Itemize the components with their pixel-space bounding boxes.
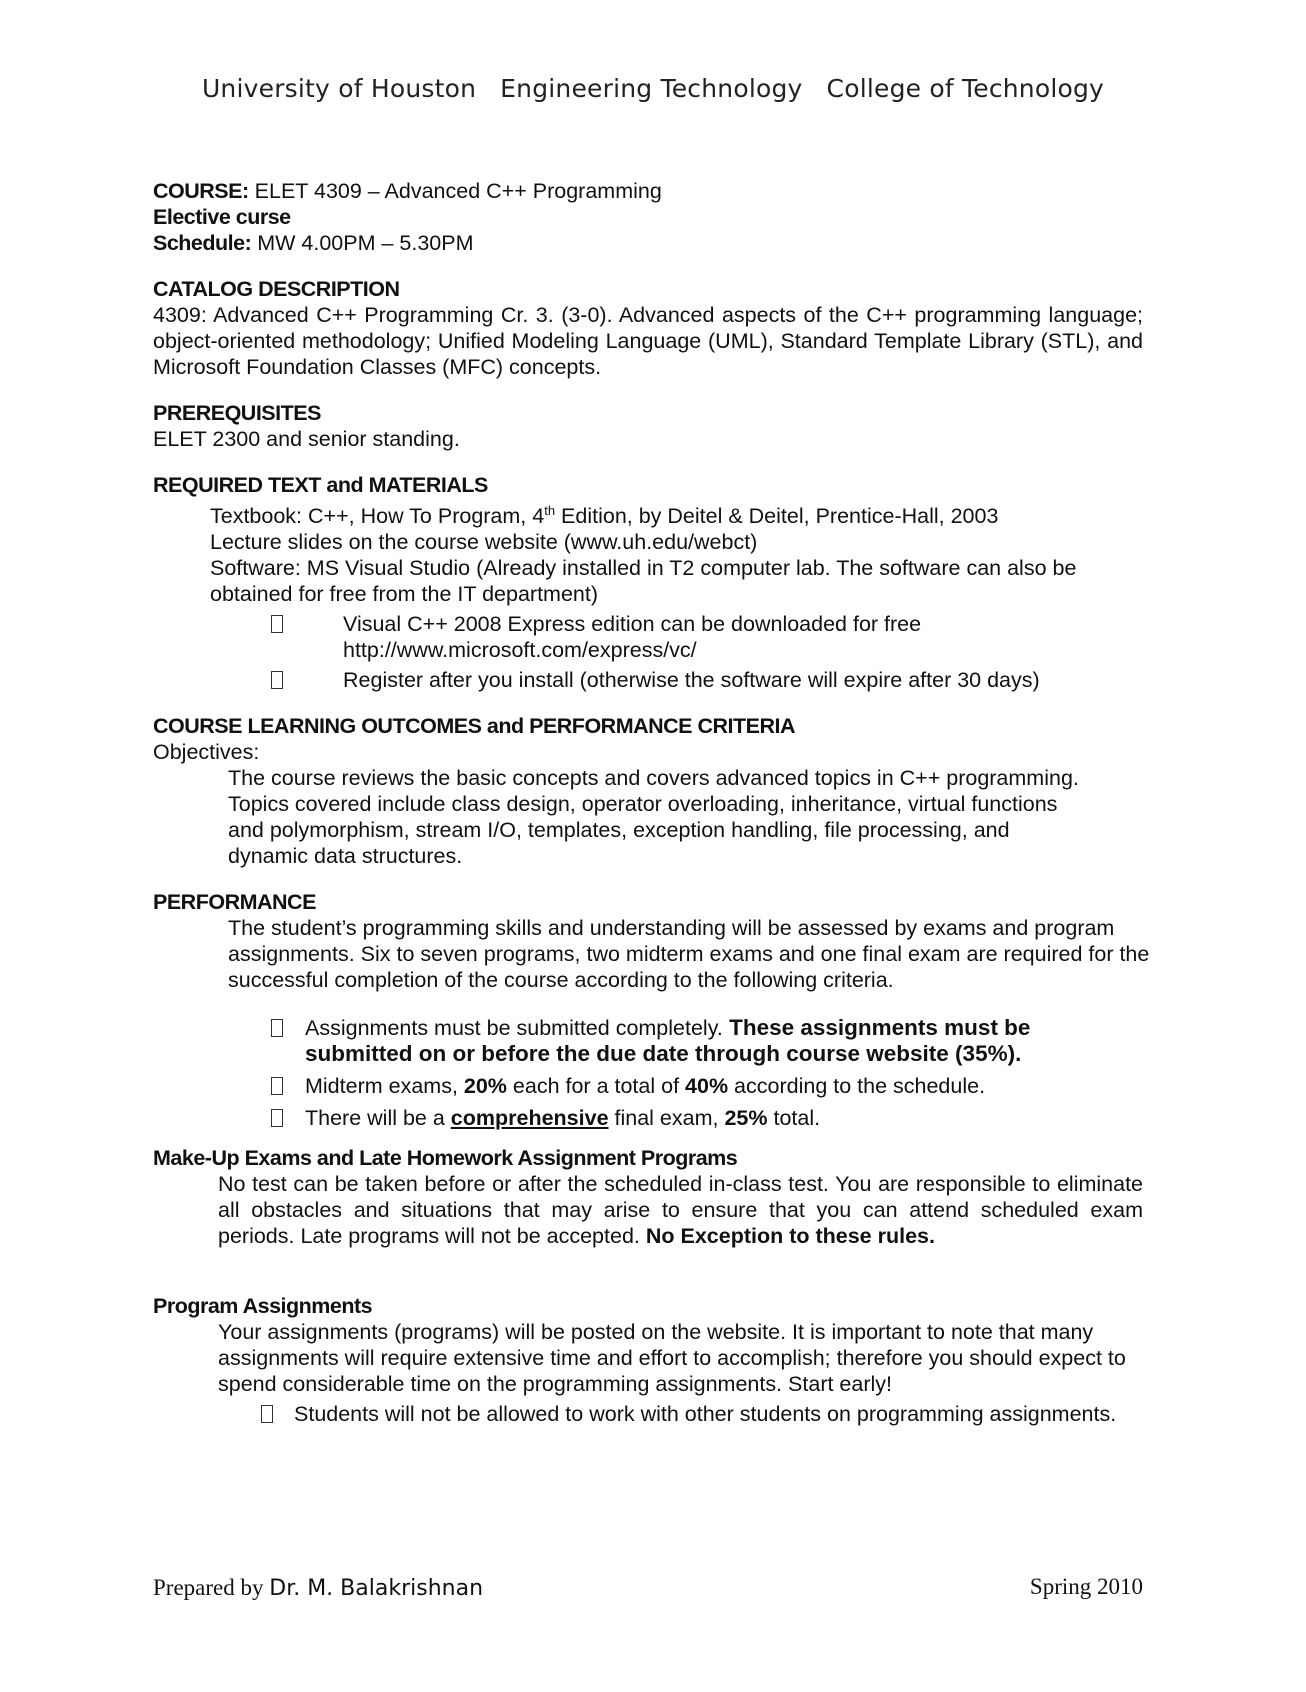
programs-section bbox=[153, 1293, 1143, 1427]
performance-text: The student’s programming skills and understanding will be assessed by exams and program assignments. Six to seven programs, two midterm exams and one final exam are required for the successful completion of the course according to the following criteria. bbox=[228, 916, 1150, 993]
page-footer bbox=[153, 1574, 1143, 1601]
programs-text: Your assignments (programs) will be posted on the website. It is important to note that many assignments will require extensive time and effort to accomplish; therefore you should expect to spend considerable time on the programming assignments. Start early! bbox=[218, 1320, 1126, 1397]
checkbox-bullet-icon bbox=[271, 1109, 283, 1127]
list-item: Students will not be allowed to work with other students on programming assignments. bbox=[153, 1401, 1143, 1427]
list-item: Register after you install (otherwise the software will expire after 30 days) bbox=[153, 667, 1143, 693]
course-value: ELET 4309 – Advanced C++ Programming bbox=[254, 179, 662, 203]
checkbox-bullet-icon bbox=[271, 671, 283, 689]
author-name: Dr. M. Balakrishnan bbox=[269, 1576, 484, 1601]
slides-line: Lecture slides on the course website (www.uh.edu/webct) bbox=[210, 530, 758, 555]
programs-bullets bbox=[153, 1401, 1143, 1427]
software-line: Software: MS Visual Studio (Already installed in T2 computer lab. The software can also be obtained for free from the IT department) bbox=[210, 556, 1077, 607]
download-url: http://www.microsoft.com/express/vc/ bbox=[343, 638, 697, 663]
list-item: Midterm exams, 20% each for a total of 40% according to the schedule. bbox=[153, 1073, 1143, 1099]
checkbox-bullet-icon bbox=[271, 615, 283, 633]
programs-heading: Program Assignments bbox=[153, 1294, 373, 1319]
performance-criteria bbox=[153, 1015, 1143, 1131]
schedule-label: Schedule: bbox=[153, 231, 252, 255]
outcomes-heading: COURSE LEARNING OUTCOMES and PERFORMANCE CRITERIA bbox=[153, 714, 796, 739]
checkbox-bullet-icon bbox=[271, 1077, 283, 1095]
outcomes-section bbox=[153, 713, 1143, 869]
objectives-label: Objectives: bbox=[153, 740, 260, 765]
software-bullets bbox=[153, 611, 1143, 693]
objectives-text: The course reviews the basic concepts and covers advanced topics in C++ programming. Topics covered include class design, operator overloading, inheritance, virtual functions and polymorphism, stream I/O, templates, exception handling, file processing, and dynamic data structures. bbox=[228, 766, 1079, 869]
prerequisites-section bbox=[153, 400, 1143, 452]
performance-heading: PERFORMANCE bbox=[153, 890, 316, 915]
catalog-heading: CATALOG DESCRIPTION bbox=[153, 277, 400, 301]
elective-note: Elective curse bbox=[153, 205, 291, 229]
textbook-line: Textbook: C++, How To Program, 4th Edition, by Deitel & Deitel, Prentice-Hall, 2003 bbox=[210, 503, 999, 529]
makeup-text: No test can be taken before or after the scheduled in-class test. You are responsible to eliminate all obstacles and situations that may arise to ensure that you can attend scheduled exam periods. Late programs will not be accepted. No Exception to these rules. bbox=[218, 1172, 1143, 1249]
header-university: University of Houston bbox=[201, 74, 477, 103]
list-item: There will be a comprehensive final exam, 25% total. bbox=[153, 1105, 1143, 1131]
term-label: Spring 2010 bbox=[1029, 1574, 1143, 1599]
page-header bbox=[0, 74, 1306, 103]
checkbox-bullet-icon bbox=[271, 1019, 283, 1037]
catalog-section bbox=[153, 276, 1143, 380]
performance-section bbox=[153, 889, 1150, 1131]
header-college: College of Technology bbox=[826, 74, 1105, 103]
catalog-text: 4309: Advanced C++ Programming Cr. 3. (3-0). Advanced aspects of the C++ programming language; object-oriented methodology; Unified Modeling Language (UML), Standard Template Library (STL), and Microsoft Foundation Classes (MFC) concepts. bbox=[153, 303, 1143, 379]
list-item: Visual C++ 2008 Express edition can be downloaded for free http://www.microsoft.com/express/vc/ bbox=[153, 611, 1143, 663]
materials-section bbox=[153, 472, 1143, 693]
schedule-value: MW 4.00PM – 5.30PM bbox=[257, 231, 474, 255]
course-label: COURSE: bbox=[153, 179, 249, 203]
course-info bbox=[153, 178, 1143, 256]
prerequisites-heading: PREREQUISITES bbox=[153, 401, 321, 425]
makeup-heading: Make-Up Exams and Late Homework Assignment Programs bbox=[153, 1146, 738, 1171]
prerequisites-text: ELET 2300 and senior standing. bbox=[153, 427, 460, 451]
list-item: Assignments must be submitted completely. These assignments must be submitted on or before the due date through course website (35%). bbox=[153, 1015, 1143, 1067]
materials-heading: REQUIRED TEXT and MATERIALS bbox=[153, 473, 488, 497]
header-department: Engineering Technology bbox=[500, 74, 803, 103]
checkbox-bullet-icon bbox=[261, 1405, 273, 1423]
makeup-section bbox=[153, 1145, 1143, 1249]
syllabus-content bbox=[153, 178, 1150, 1427]
prepared-by: Prepared by Dr. M. Balakrishnan bbox=[153, 1575, 484, 1601]
